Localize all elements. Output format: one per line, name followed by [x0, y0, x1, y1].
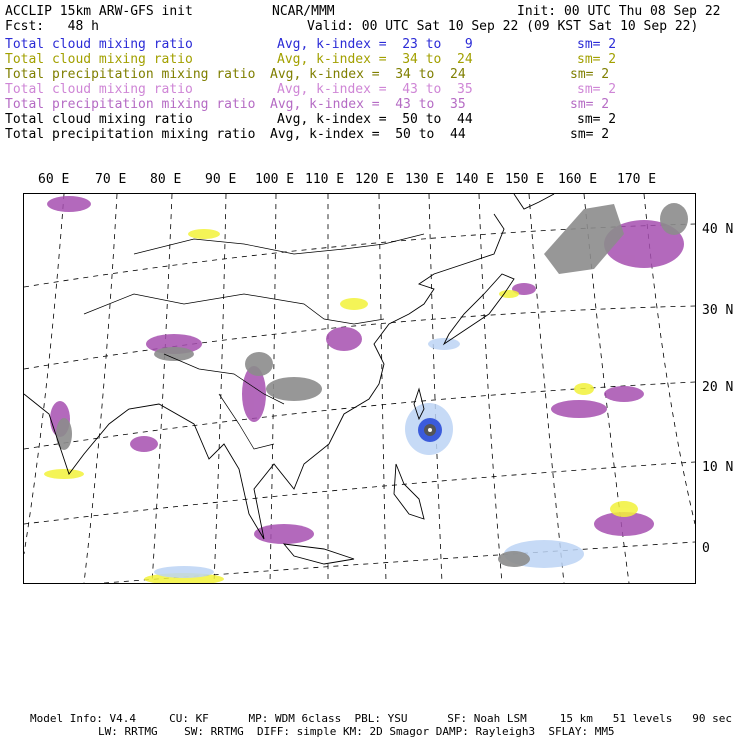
field-name: Total precipitation mixing ratio: [5, 97, 256, 112]
cloud-low-field: [56, 203, 688, 567]
lon-label: 80 E: [150, 172, 182, 187]
lat-label: 10 N: [702, 460, 734, 475]
field-desc: Avg, k-index = 23 to 9: [277, 37, 473, 52]
lat-label: 0: [702, 541, 710, 556]
lon-label: 70 E: [95, 172, 127, 187]
field-sm: sm= 2: [577, 37, 617, 52]
lon-label: 170 E: [617, 172, 657, 187]
field-desc: Avg, k-index = 50 to 44: [270, 127, 466, 142]
lat-label: 20 N: [702, 380, 734, 395]
field-desc: Avg, k-index = 34 to 24: [277, 52, 473, 67]
lon-label: 130 E: [405, 172, 445, 187]
typhoon-marker: [418, 418, 442, 442]
field-sm: sm= 2: [577, 82, 617, 97]
lon-label: 90 E: [205, 172, 237, 187]
field-name: Total cloud mixing ratio: [5, 112, 193, 127]
model-info-line2: LW: RRTMG SW: RRTMG DIFF: simple KM: 2D Smagor DAMP: Rayleigh3 SFLAY: MM5: [98, 725, 615, 738]
init-time: Init: 00 UTC Thu 08 Sep 22: [517, 4, 721, 19]
center-label: NCAR/MMM: [272, 4, 335, 19]
forecast-hour: Fcst: 48 h: [5, 19, 99, 34]
field-name: Total precipitation mixing ratio: [5, 127, 256, 142]
field-desc: Avg, k-index = 50 to 44: [277, 112, 473, 127]
lon-label: 120 E: [355, 172, 395, 187]
field-name: Total precipitation mixing ratio: [5, 67, 256, 82]
field-sm: sm= 2: [577, 112, 617, 127]
lat-label: 30 N: [702, 303, 734, 318]
field-desc: Avg, k-index = 34 to 24: [270, 67, 466, 82]
lat-label: 40 N: [702, 222, 734, 237]
lon-label: 160 E: [558, 172, 598, 187]
lon-label: 110 E: [305, 172, 345, 187]
field-sm: sm= 2: [570, 67, 610, 82]
field-sm: sm= 2: [570, 127, 610, 142]
valid-time: Valid: 00 UTC Sat 10 Sep 22 (09 KST Sat 10 Sep 22): [307, 19, 699, 34]
field-name: Total cloud mixing ratio: [5, 37, 193, 52]
lon-label: 150 E: [505, 172, 545, 187]
map-canvas: [24, 194, 695, 583]
lon-label: 100 E: [255, 172, 295, 187]
field-sm: sm= 2: [577, 52, 617, 67]
plot-title: ACCLIP 15km ARW-GFS init: [5, 4, 193, 19]
field-sm: sm= 2: [570, 97, 610, 112]
model-info-line1: Model Info: V4.4 CU: KF MP: WDM 6class PBL: YSU SF: Noah LSM 15 km 51 levels 90 sec: [30, 712, 732, 725]
field-desc: Avg, k-index = 43 to 35: [277, 82, 473, 97]
field-desc: Avg, k-index = 43 to 35: [270, 97, 466, 112]
lon-label: 140 E: [455, 172, 495, 187]
lon-label: 60 E: [38, 172, 70, 187]
field-name: Total cloud mixing ratio: [5, 52, 193, 67]
field-name: Total cloud mixing ratio: [5, 82, 193, 97]
map-panel: [23, 193, 696, 584]
cloud-mid-field: [44, 229, 638, 583]
